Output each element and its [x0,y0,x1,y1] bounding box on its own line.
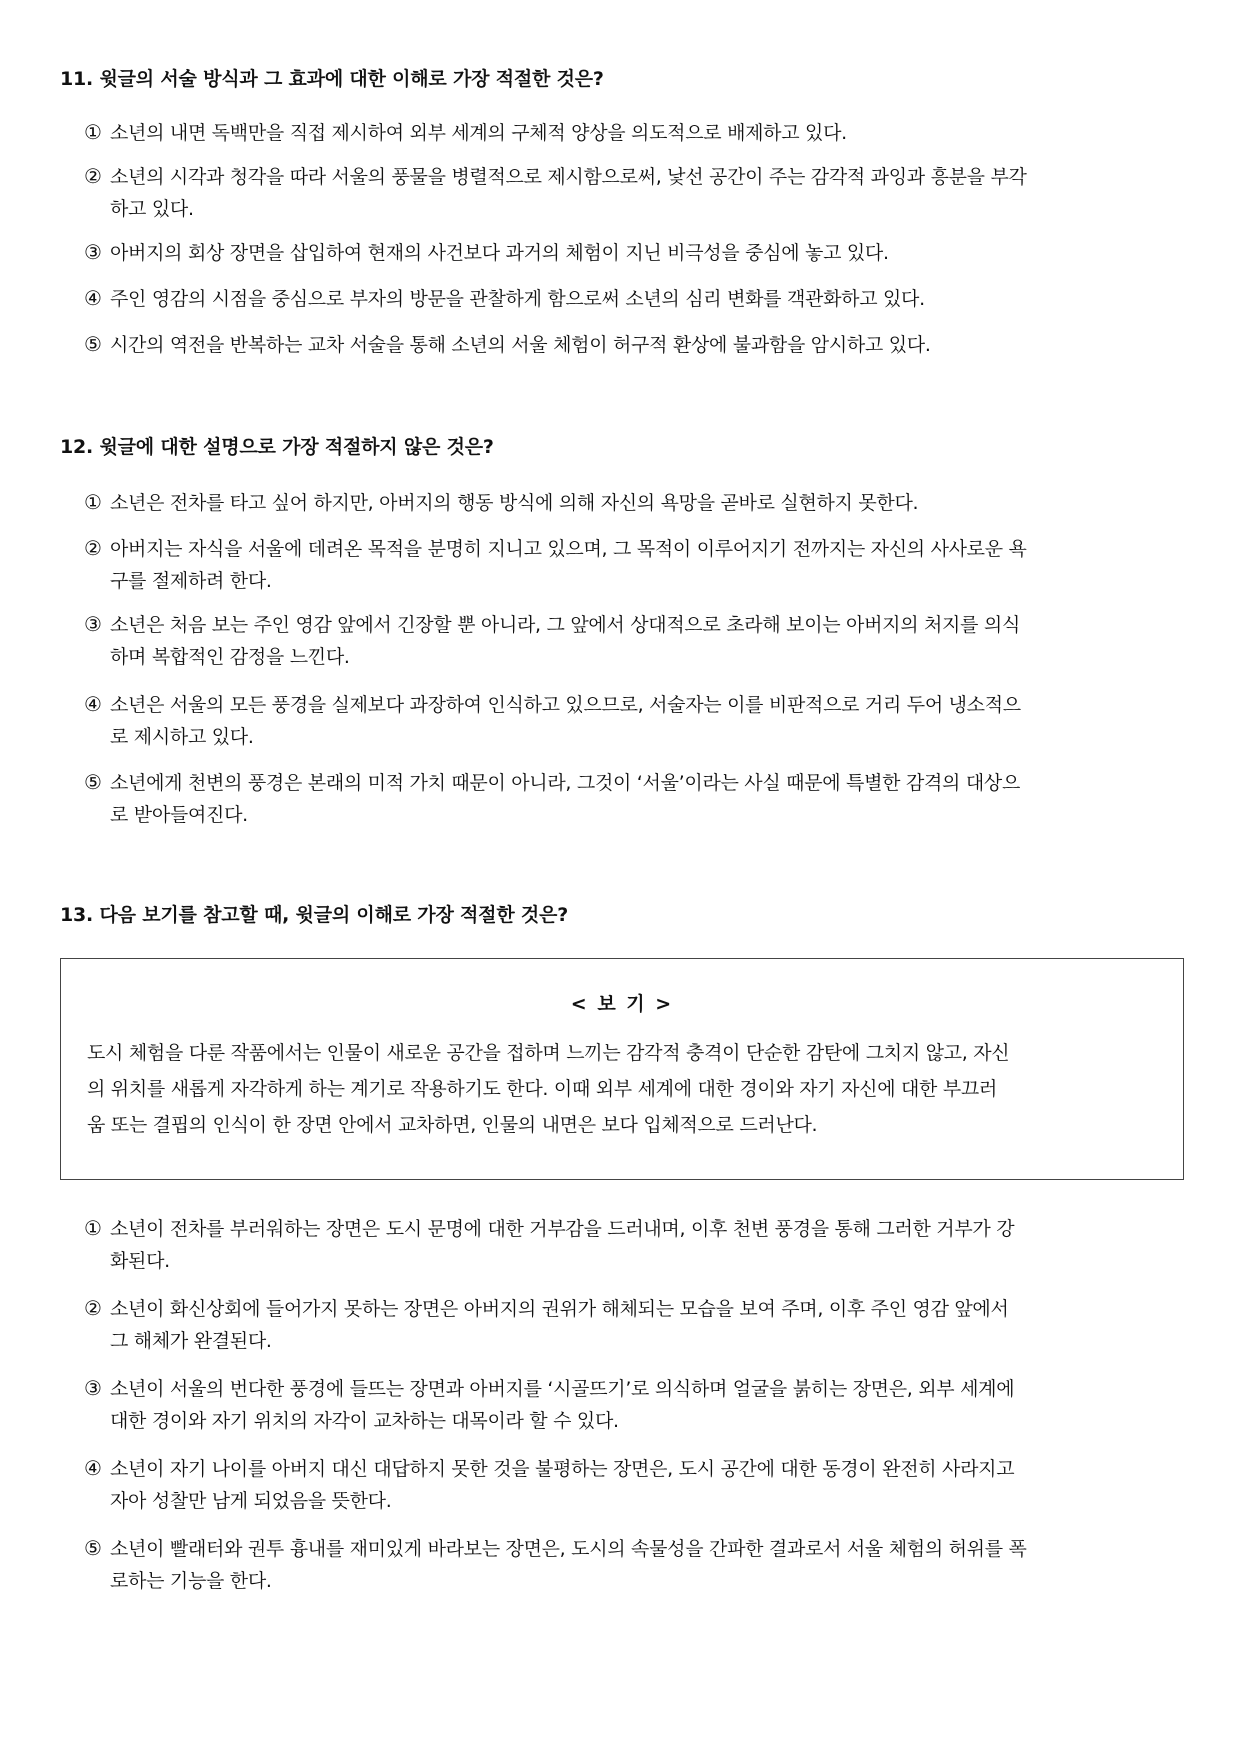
option-number: ⑤ [84,332,102,356]
option-text: 소년이 서울의 번다한 풍경에 들뜨는 장면과 아버지를 ‘시골뜨기’로 의식하며 얼굴을 붉히는 장면은, 외부 세계에 [110,1378,1015,1400]
option-text-continued: 로하는 기능을 한다. [110,1570,272,1592]
question-11-option-2[interactable] [84,160,1184,225]
option-text-continued: 화된다. [110,1250,170,1272]
option-number: ① [84,120,102,144]
question-13-option-3[interactable] [84,1372,1184,1437]
question-12-option-1[interactable] [84,486,1184,519]
option-text: 소년의 내면 독백만을 직접 제시하여 외부 세계의 구체적 양상을 의도적으로 배제하고 있다. [110,122,847,144]
option-number: ④ [84,1456,102,1480]
question-11-option-4[interactable] [84,282,1184,315]
question-13-option-2[interactable] [84,1292,1184,1357]
option-text: 소년은 서울의 모든 풍경을 실제보다 과장하여 인식하고 있으므로, 서술자는 이를 비판적으로 거리 두어 냉소적으 [110,694,1021,716]
question-12-title: 12. 윗글에 대한 설명으로 가장 적절하지 않은 것은? [60,436,494,458]
option-text: 아버지는 자식을 서울에 데려온 목적을 분명히 지니고 있으며, 그 목적이 이루어지기 전까지는 자신의 사사로운 욕 [110,538,1027,560]
option-number: ① [84,490,102,514]
option-text: 아버지의 회상 장면을 삽입하여 현재의 사건보다 과거의 체험이 지닌 비극성을 중심에 놓고 있다. [110,242,889,264]
question-12-option-3[interactable] [84,608,1184,673]
question-11-option-1[interactable] [84,116,1184,149]
option-text: 소년은 전차를 타고 싶어 하지만, 아버지의 행동 방식에 의해 자신의 욕망을 곧바로 실현하지 못한다. [110,492,919,514]
option-text-continued: 하며 복합적인 감정을 느낀다. [110,646,350,668]
option-text-continued: 하고 있다. [110,198,194,220]
option-text: 소년이 자기 나이를 아버지 대신 대답하지 못한 것을 불평하는 장면은, 도시 공간에 대한 동경이 완전히 사라지고 [110,1458,1015,1480]
option-text: 소년이 빨래터와 권투 흉내를 재미있게 바라보는 장면은, 도시의 속물성을 간파한 결과로서 서울 체험의 허위를 폭 [110,1538,1027,1560]
option-text: 소년이 화신상회에 들어가지 못하는 장면은 아버지의 권위가 해체되는 모습을 보여 주며, 이후 주인 영감 앞에서 [110,1298,1009,1320]
option-text-continued: 그 해체가 완결된다. [110,1330,272,1352]
option-number: ② [84,1296,102,1320]
option-number: ③ [84,240,102,264]
question-12-option-2[interactable] [84,532,1184,597]
bogi-line: 의 위치를 새롭게 자각하게 하는 계기로 작용하기도 한다. 이때 외부 세계에 대한 경이와 자기 자신에 대한 부끄러 [87,1078,998,1100]
option-number: ④ [84,286,102,310]
bogi-text [87,1035,1167,1143]
question-13-option-1[interactable] [84,1212,1184,1277]
option-number: ④ [84,692,102,716]
question-12-option-5[interactable] [84,766,1184,831]
option-number: ⑤ [84,1536,102,1560]
option-number: ③ [84,1376,102,1400]
option-text: 시간의 역전을 반복하는 교차 서술을 통해 소년의 서울 체험이 허구적 환상에 불과함을 암시하고 있다. [110,334,931,356]
question-12-option-4[interactable] [84,688,1184,753]
question-13-option-5[interactable] [84,1532,1184,1597]
option-text-continued: 구를 절제하려 한다. [110,570,272,592]
option-number: ② [84,164,102,188]
option-text: 소년의 시각과 청각을 따라 서울의 풍물을 병렬적으로 제시함으로써, 낯선 공간이 주는 감각적 과잉과 흥분을 부각 [110,166,1027,188]
question-11-option-5[interactable] [84,328,1184,361]
option-number: ② [84,536,102,560]
option-text: 주인 영감의 시점을 중심으로 부자의 방문을 관찰하게 함으로써 소년의 심리 변화를 객관화하고 있다. [110,288,925,310]
option-text-continued: 자아 성찰만 남게 되었음을 뜻한다. [110,1490,392,1512]
option-number: ① [84,1216,102,1240]
option-number: ③ [84,612,102,636]
option-text: 소년에게 천변의 풍경은 본래의 미적 가치 때문이 아니라, 그것이 ‘서울’이라는 사실 때문에 특별한 감격의 대상으 [110,772,1021,794]
bogi-box [60,958,1184,1180]
option-text-continued: 로 받아들여진다. [110,804,248,826]
option-number: ⑤ [84,770,102,794]
bogi-line: 움 또는 결핍의 인식이 한 장면 안에서 교차하면, 인물의 내면은 보다 입체적으로 드러난다. [87,1114,818,1136]
question-11-title: 11. 윗글의 서술 방식과 그 효과에 대한 이해로 가장 적절한 것은? [60,68,604,90]
option-text-continued: 대한 경이와 자기 위치의 자각이 교차하는 대목이라 할 수 있다. [110,1410,619,1432]
option-text: 소년이 전차를 부러워하는 장면은 도시 문명에 대한 거부감을 드러내며, 이후 천변 풍경을 통해 그러한 거부가 강 [110,1218,1015,1240]
bogi-title: < 보 기 > [570,993,674,1015]
question-13-option-4[interactable] [84,1452,1184,1517]
option-text-continued: 로 제시하고 있다. [110,726,254,748]
question-11-option-3[interactable] [84,236,1184,269]
option-text: 소년은 처음 보는 주인 영감 앞에서 긴장할 뿐 아니라, 그 앞에서 상대적으로 초라해 보이는 아버지의 처지를 의식 [110,614,1021,636]
question-13-title: 13. 다음 보기를 참고할 때, 윗글의 이해로 가장 적절한 것은? [60,904,569,926]
bogi-line: 도시 체험을 다룬 작품에서는 인물이 새로운 공간을 접하며 느끼는 감각적 충격이 단순한 감탄에 그치지 않고, 자신 [87,1042,1010,1064]
